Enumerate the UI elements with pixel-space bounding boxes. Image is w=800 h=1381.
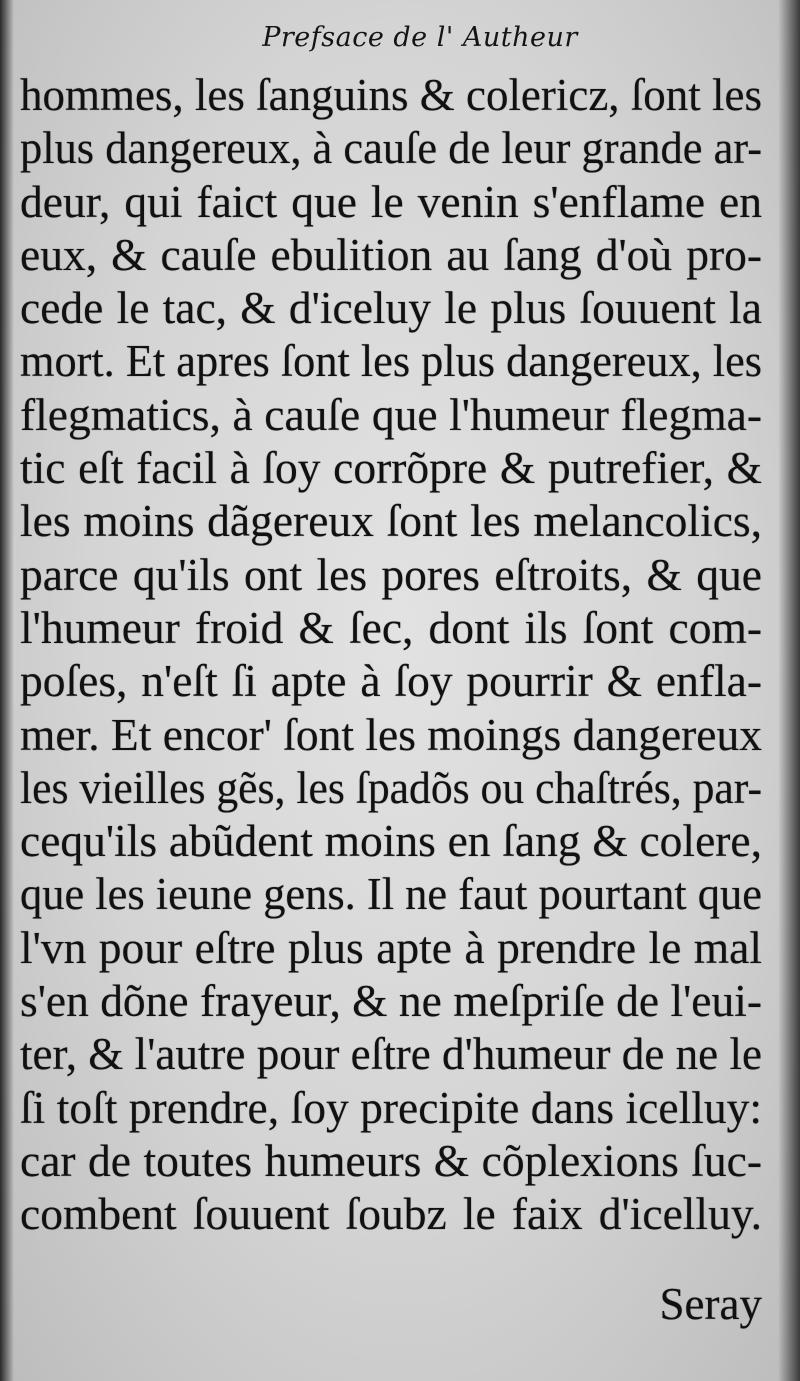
catchword: Seray [659,1279,762,1329]
running-head: Prefsace de l' Autheur [262,22,578,53]
text-line: les moins dãgereux ſont les melancolics, [20,495,762,547]
text-line: poſes, n'eſt ſi apte à ſoy pourrir & enfla- [20,655,762,707]
text-line: cequ'ils abũdent moins en ſang & colere, [20,815,762,867]
text-line: deur, qui faict que le venin s'enflame en [20,175,762,227]
text-line: hommes, les ſanguins & colericz, ſont les [20,69,762,120]
text-line: plus dangereux, à cauſe de leur grande ar- [20,122,763,174]
text-line: tic eſt facil à ſoy corrõpre & putrefier, & [20,442,762,494]
text-line: l'humeur froid & ſec, dont ils ſont com- [20,601,762,653]
text-line: car de toutes humeurs & cõplexions ſuc- [20,1134,762,1186]
text-line: ter, & l'autre pour eſtre d'humeur de ne le [20,1028,763,1080]
text-line: l'vn pour eſtre plus apte à prendre le mal [20,921,762,973]
text-line: flegmatics, à cauſe que l'humeur flegma- [20,388,762,440]
text-line: parce qu'ils ont les pores eſtroits, & que [20,548,762,600]
body-text [20,68,762,1241]
text-line: ſi toſt prendre, ſoy precipite dans icelluy: [20,1081,762,1133]
text-line: les vieilles gẽs, les ſpadõs ou chaſtrés, par- [20,761,762,813]
text-line: que les ieune gens. Il ne faut pourtant que [20,868,762,920]
text-line: combent ſouuent ſoubz le faix d'icelluy. [20,1188,762,1240]
text-line: eux, & cauſe ebulition au ſang d'où pro- [20,228,762,280]
text-line: mort. Et apres ſont les plus dangereux, les [20,335,762,387]
text-line: s'en dõne frayeur, & ne meſpriſe de l'eui- [20,975,762,1027]
text-line: cede le tac, & d'iceluy le plus ſouuent la [20,282,762,334]
text-line: mer. Et encor' ſont les moings dangereux [20,708,762,760]
